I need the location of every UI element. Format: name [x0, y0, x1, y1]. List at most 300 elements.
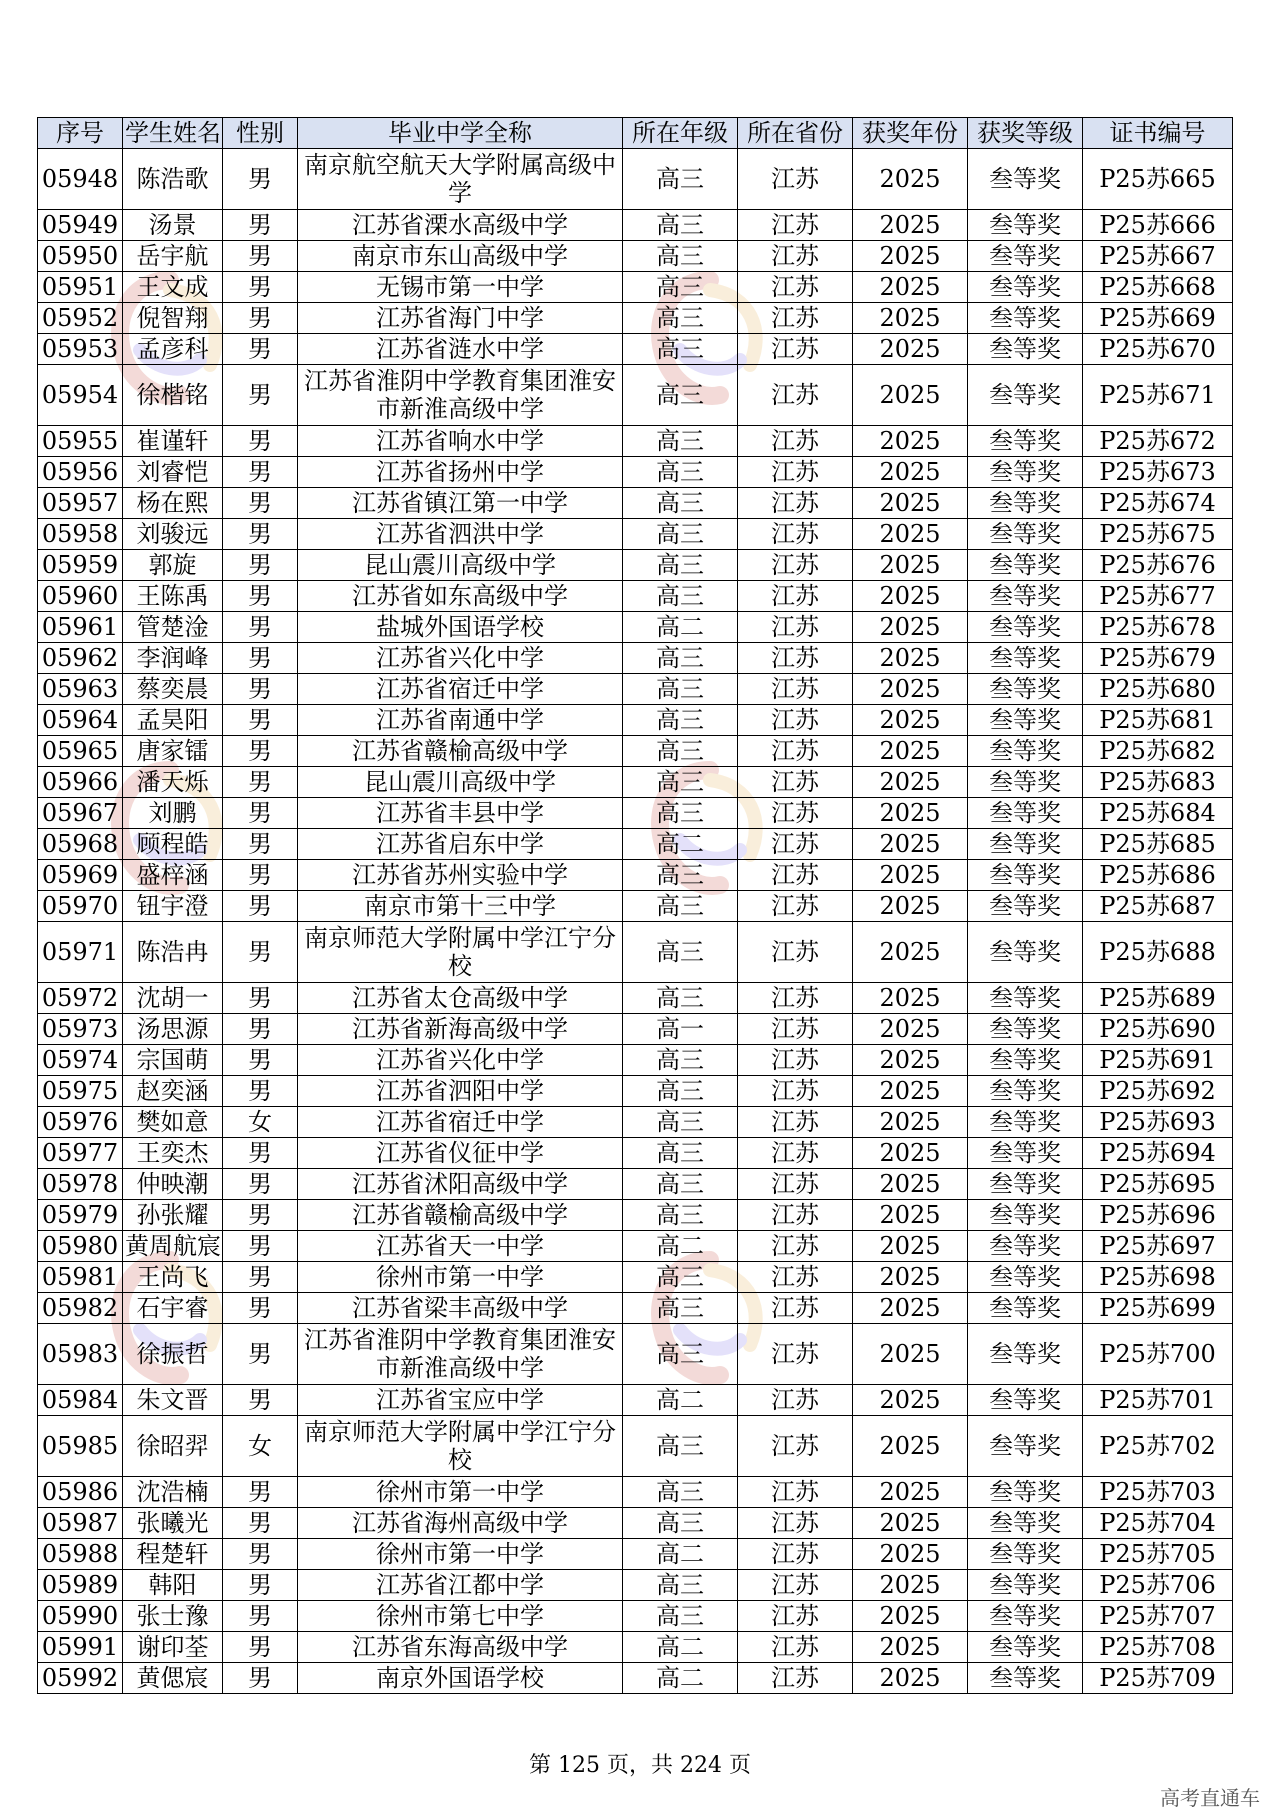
school-cell: 江苏省东海高级中学: [298, 1632, 623, 1663]
gender-cell: 男: [223, 426, 298, 457]
province-cell: 江苏: [738, 1324, 853, 1385]
table-header-row: [38, 118, 1233, 149]
province-cell: 江苏: [738, 1663, 853, 1694]
grade-cell: 高三: [623, 1293, 738, 1324]
student-name-cell: 潘天烁: [123, 767, 223, 798]
serial-number-cell: 05954: [38, 365, 123, 426]
school-cell: 徐州市第七中学: [298, 1601, 623, 1632]
grade-cell: 高三: [623, 519, 738, 550]
student-name-cell: 樊如意: [123, 1107, 223, 1138]
grade-cell: 高三: [623, 1416, 738, 1477]
province-cell: 江苏: [738, 519, 853, 550]
serial-number-cell: 05948: [38, 149, 123, 210]
serial-number-cell: 05971: [38, 922, 123, 983]
certificate-number-cell: P25苏699: [1083, 1293, 1233, 1324]
student-name-cell: 孙张耀: [123, 1200, 223, 1231]
award-table: [37, 117, 1233, 1694]
table-row: [38, 829, 1233, 860]
gender-cell: 男: [223, 1601, 298, 1632]
award-year-cell: 2025: [853, 829, 968, 860]
table-row: [38, 1508, 1233, 1539]
serial-number-cell: 05988: [38, 1539, 123, 1570]
gender-cell: 男: [223, 1477, 298, 1508]
table-row: [38, 241, 1233, 272]
province-cell: 江苏: [738, 272, 853, 303]
serial-number-cell: 05981: [38, 1262, 123, 1293]
student-name-cell: 黄周航宸: [123, 1231, 223, 1262]
award-year-cell: 2025: [853, 272, 968, 303]
award-level-cell: 叁等奖: [968, 643, 1083, 674]
school-cell: 盐城外国语学校: [298, 612, 623, 643]
certificate-number-cell: P25苏665: [1083, 149, 1233, 210]
province-cell: 江苏: [738, 798, 853, 829]
grade-cell: 高三: [623, 922, 738, 983]
award-year-cell: 2025: [853, 1014, 968, 1045]
province-cell: 江苏: [738, 1076, 853, 1107]
certificate-number-cell: P25苏689: [1083, 983, 1233, 1014]
grade-cell: 高二: [623, 1539, 738, 1570]
certificate-number-cell: P25苏680: [1083, 674, 1233, 705]
gender-cell: 男: [223, 829, 298, 860]
student-name-cell: 倪智翔: [123, 303, 223, 334]
serial-number-cell: 05983: [38, 1324, 123, 1385]
certificate-number-cell: P25苏694: [1083, 1138, 1233, 1169]
province-cell: 江苏: [738, 1508, 853, 1539]
certificate-number-cell: P25苏706: [1083, 1570, 1233, 1601]
gender-cell: 男: [223, 272, 298, 303]
column-header: 所在年级: [623, 118, 738, 149]
grade-cell: 高三: [623, 1107, 738, 1138]
serial-number-cell: 05978: [38, 1169, 123, 1200]
table-row: [38, 1477, 1233, 1508]
award-year-cell: 2025: [853, 1508, 968, 1539]
school-cell: 江苏省溧水高级中学: [298, 210, 623, 241]
award-year-cell: 2025: [853, 365, 968, 426]
gender-cell: 男: [223, 983, 298, 1014]
student-name-cell: 刘鹏: [123, 798, 223, 829]
school-cell: 江苏省苏州实验中学: [298, 860, 623, 891]
award-level-cell: 叁等奖: [968, 365, 1083, 426]
student-name-cell: 石宇睿: [123, 1293, 223, 1324]
province-cell: 江苏: [738, 241, 853, 272]
school-cell: 徐州市第一中学: [298, 1262, 623, 1293]
province-cell: 江苏: [738, 1632, 853, 1663]
gender-cell: 男: [223, 736, 298, 767]
student-name-cell: 王奕杰: [123, 1138, 223, 1169]
student-name-cell: 王尚飞: [123, 1262, 223, 1293]
award-level-cell: 叁等奖: [968, 1293, 1083, 1324]
award-year-cell: 2025: [853, 1045, 968, 1076]
grade-cell: 高三: [623, 1076, 738, 1107]
award-level-cell: 叁等奖: [968, 210, 1083, 241]
table-row: [38, 1107, 1233, 1138]
school-cell: 江苏省响水中学: [298, 426, 623, 457]
table-row: [38, 1014, 1233, 1045]
grade-cell: 高三: [623, 1570, 738, 1601]
student-name-cell: 王陈禹: [123, 581, 223, 612]
gender-cell: 男: [223, 457, 298, 488]
brand-label: 高考直通车: [1160, 1786, 1260, 1810]
serial-number-cell: 05972: [38, 983, 123, 1014]
award-level-cell: 叁等奖: [968, 1169, 1083, 1200]
table-row: [38, 1169, 1233, 1200]
province-cell: 江苏: [738, 426, 853, 457]
province-cell: 江苏: [738, 643, 853, 674]
serial-number-cell: 05975: [38, 1076, 123, 1107]
column-header: 学生姓名: [123, 118, 223, 149]
column-header: 证书编号: [1083, 118, 1233, 149]
grade-cell: 高三: [623, 705, 738, 736]
award-year-cell: 2025: [853, 334, 968, 365]
serial-number-cell: 05958: [38, 519, 123, 550]
province-cell: 江苏: [738, 1107, 853, 1138]
certificate-number-cell: P25苏707: [1083, 1601, 1233, 1632]
student-name-cell: 徐昭羿: [123, 1416, 223, 1477]
grade-cell: 高三: [623, 891, 738, 922]
award-level-cell: 叁等奖: [968, 1385, 1083, 1416]
table-row: [38, 1231, 1233, 1262]
award-year-cell: 2025: [853, 705, 968, 736]
grade-cell: 高三: [623, 860, 738, 891]
award-level-cell: 叁等奖: [968, 1508, 1083, 1539]
serial-number-cell: 05960: [38, 581, 123, 612]
province-cell: 江苏: [738, 1570, 853, 1601]
province-cell: 江苏: [738, 705, 853, 736]
gender-cell: 男: [223, 365, 298, 426]
province-cell: 江苏: [738, 1601, 853, 1632]
serial-number-cell: 05966: [38, 767, 123, 798]
school-cell: 江苏省如东高级中学: [298, 581, 623, 612]
table-row: [38, 798, 1233, 829]
table-row: [38, 272, 1233, 303]
school-cell: 南京航空航天大学附属高级中学: [298, 149, 623, 210]
table-row: [38, 1570, 1233, 1601]
certificate-number-cell: P25苏684: [1083, 798, 1233, 829]
gender-cell: 男: [223, 241, 298, 272]
serial-number-cell: 05955: [38, 426, 123, 457]
school-cell: 江苏省兴化中学: [298, 643, 623, 674]
province-cell: 江苏: [738, 674, 853, 705]
certificate-number-cell: P25苏682: [1083, 736, 1233, 767]
gender-cell: 男: [223, 1231, 298, 1262]
certificate-number-cell: P25苏668: [1083, 272, 1233, 303]
grade-cell: 高三: [623, 1508, 738, 1539]
province-cell: 江苏: [738, 1477, 853, 1508]
serial-number-cell: 05967: [38, 798, 123, 829]
award-level-cell: 叁等奖: [968, 891, 1083, 922]
serial-number-cell: 05977: [38, 1138, 123, 1169]
column-header: 性别: [223, 118, 298, 149]
certificate-number-cell: P25苏669: [1083, 303, 1233, 334]
award-year-cell: 2025: [853, 1200, 968, 1231]
award-level-cell: 叁等奖: [968, 1601, 1083, 1632]
certificate-number-cell: P25苏685: [1083, 829, 1233, 860]
serial-number-cell: 05985: [38, 1416, 123, 1477]
grade-cell: 高二: [623, 612, 738, 643]
award-level-cell: 叁等奖: [968, 767, 1083, 798]
student-name-cell: 韩阳: [123, 1570, 223, 1601]
award-level-cell: 叁等奖: [968, 1416, 1083, 1477]
certificate-number-cell: P25苏667: [1083, 241, 1233, 272]
school-cell: 无锡市第一中学: [298, 272, 623, 303]
serial-number-cell: 05949: [38, 210, 123, 241]
school-cell: 江苏省泗阳中学: [298, 1076, 623, 1107]
award-level-cell: 叁等奖: [968, 334, 1083, 365]
certificate-number-cell: P25苏696: [1083, 1200, 1233, 1231]
table-row: [38, 891, 1233, 922]
school-cell: 南京市东山高级中学: [298, 241, 623, 272]
province-cell: 江苏: [738, 1293, 853, 1324]
gender-cell: 男: [223, 149, 298, 210]
award-level-cell: 叁等奖: [968, 1107, 1083, 1138]
serial-number-cell: 05974: [38, 1045, 123, 1076]
province-cell: 江苏: [738, 149, 853, 210]
award-level-cell: 叁等奖: [968, 983, 1083, 1014]
serial-number-cell: 05991: [38, 1632, 123, 1663]
gender-cell: 男: [223, 210, 298, 241]
grade-cell: 高三: [623, 1477, 738, 1508]
gender-cell: 男: [223, 705, 298, 736]
table-body: [38, 149, 1233, 1694]
student-name-cell: 朱文晋: [123, 1385, 223, 1416]
school-cell: 昆山震川高级中学: [298, 550, 623, 581]
award-year-cell: 2025: [853, 1231, 968, 1262]
award-level-cell: 叁等奖: [968, 829, 1083, 860]
serial-number-cell: 05956: [38, 457, 123, 488]
province-cell: 江苏: [738, 922, 853, 983]
gender-cell: 男: [223, 1632, 298, 1663]
gender-cell: 男: [223, 860, 298, 891]
table-row: [38, 983, 1233, 1014]
table-row: [38, 1663, 1233, 1694]
school-cell: 江苏省淮阴中学教育集团淮安市新淮高级中学: [298, 1324, 623, 1385]
grade-cell: 高三: [623, 149, 738, 210]
award-level-cell: 叁等奖: [968, 612, 1083, 643]
certificate-number-cell: P25苏674: [1083, 488, 1233, 519]
grade-cell: 高三: [623, 1138, 738, 1169]
school-cell: 江苏省赣榆高级中学: [298, 736, 623, 767]
serial-number-cell: 05951: [38, 272, 123, 303]
table-row: [38, 1632, 1233, 1663]
certificate-number-cell: P25苏666: [1083, 210, 1233, 241]
grade-cell: 高三: [623, 241, 738, 272]
gender-cell: 男: [223, 334, 298, 365]
certificate-number-cell: P25苏679: [1083, 643, 1233, 674]
award-year-cell: 2025: [853, 550, 968, 581]
award-level-cell: 叁等奖: [968, 1014, 1083, 1045]
grade-cell: 高一: [623, 1014, 738, 1045]
award-level-cell: 叁等奖: [968, 922, 1083, 983]
student-name-cell: 郭旋: [123, 550, 223, 581]
province-cell: 江苏: [738, 891, 853, 922]
school-cell: 江苏省涟水中学: [298, 334, 623, 365]
table-row: [38, 1262, 1233, 1293]
serial-number-cell: 05980: [38, 1231, 123, 1262]
certificate-number-cell: P25苏700: [1083, 1324, 1233, 1385]
certificate-number-cell: P25苏692: [1083, 1076, 1233, 1107]
column-header: 获奖等级: [968, 118, 1083, 149]
award-level-cell: 叁等奖: [968, 1477, 1083, 1508]
serial-number-cell: 05984: [38, 1385, 123, 1416]
student-name-cell: 崔谨轩: [123, 426, 223, 457]
grade-cell: 高三: [623, 488, 738, 519]
gender-cell: 男: [223, 643, 298, 674]
serial-number-cell: 05990: [38, 1601, 123, 1632]
serial-number-cell: 05965: [38, 736, 123, 767]
award-year-cell: 2025: [853, 1570, 968, 1601]
gender-cell: 男: [223, 891, 298, 922]
province-cell: 江苏: [738, 1231, 853, 1262]
grade-cell: 高三: [623, 550, 738, 581]
student-name-cell: 岳宇航: [123, 241, 223, 272]
certificate-number-cell: P25苏676: [1083, 550, 1233, 581]
province-cell: 江苏: [738, 303, 853, 334]
award-year-cell: 2025: [853, 1293, 968, 1324]
gender-cell: 男: [223, 1169, 298, 1200]
award-level-cell: 叁等奖: [968, 488, 1083, 519]
province-cell: 江苏: [738, 365, 853, 426]
serial-number-cell: 05961: [38, 612, 123, 643]
award-year-cell: 2025: [853, 922, 968, 983]
grade-cell: 高三: [623, 303, 738, 334]
gender-cell: 男: [223, 519, 298, 550]
award-year-cell: 2025: [853, 1076, 968, 1107]
grade-cell: 高三: [623, 643, 738, 674]
award-level-cell: 叁等奖: [968, 798, 1083, 829]
table-row: [38, 457, 1233, 488]
school-cell: 徐州市第一中学: [298, 1477, 623, 1508]
table-row: [38, 1138, 1233, 1169]
certificate-number-cell: P25苏691: [1083, 1045, 1233, 1076]
award-level-cell: 叁等奖: [968, 149, 1083, 210]
province-cell: 江苏: [738, 550, 853, 581]
student-name-cell: 孟昊阳: [123, 705, 223, 736]
gender-cell: 男: [223, 550, 298, 581]
province-cell: 江苏: [738, 612, 853, 643]
serial-number-cell: 05979: [38, 1200, 123, 1231]
serial-number-cell: 05959: [38, 550, 123, 581]
award-year-cell: 2025: [853, 457, 968, 488]
province-cell: 江苏: [738, 457, 853, 488]
student-name-cell: 刘睿恺: [123, 457, 223, 488]
student-name-cell: 谢印荃: [123, 1632, 223, 1663]
table-row: [38, 922, 1233, 983]
award-year-cell: 2025: [853, 1385, 968, 1416]
award-year-cell: 2025: [853, 643, 968, 674]
student-name-cell: 杨在熙: [123, 488, 223, 519]
student-name-cell: 张曦光: [123, 1508, 223, 1539]
grade-cell: 高三: [623, 674, 738, 705]
grade-cell: 高三: [623, 272, 738, 303]
table-row: [38, 1416, 1233, 1477]
province-cell: 江苏: [738, 210, 853, 241]
school-cell: 南京师范大学附属中学江宁分校: [298, 1416, 623, 1477]
serial-number-cell: 05982: [38, 1293, 123, 1324]
gender-cell: 女: [223, 1107, 298, 1138]
student-name-cell: 汤思源: [123, 1014, 223, 1045]
gender-cell: 男: [223, 1045, 298, 1076]
grade-cell: 高三: [623, 365, 738, 426]
school-cell: 江苏省丰县中学: [298, 798, 623, 829]
province-cell: 江苏: [738, 1262, 853, 1293]
grade-cell: 高三: [623, 983, 738, 1014]
award-year-cell: 2025: [853, 1138, 968, 1169]
serial-number-cell: 05969: [38, 860, 123, 891]
student-name-cell: 程楚轩: [123, 1539, 223, 1570]
award-year-cell: 2025: [853, 1663, 968, 1694]
province-cell: 江苏: [738, 860, 853, 891]
school-cell: 江苏省海门中学: [298, 303, 623, 334]
gender-cell: 男: [223, 1539, 298, 1570]
student-name-cell: 钮宇澄: [123, 891, 223, 922]
school-cell: 江苏省南通中学: [298, 705, 623, 736]
award-level-cell: 叁等奖: [968, 426, 1083, 457]
table-row: [38, 1200, 1233, 1231]
table-row: [38, 736, 1233, 767]
award-year-cell: 2025: [853, 581, 968, 612]
award-level-cell: 叁等奖: [968, 457, 1083, 488]
gender-cell: 男: [223, 1200, 298, 1231]
award-level-cell: 叁等奖: [968, 736, 1083, 767]
grade-cell: 高二: [623, 1632, 738, 1663]
student-name-cell: 盛梓涵: [123, 860, 223, 891]
student-name-cell: 赵奕涵: [123, 1076, 223, 1107]
certificate-number-cell: P25苏701: [1083, 1385, 1233, 1416]
award-year-cell: 2025: [853, 1107, 968, 1138]
province-cell: 江苏: [738, 488, 853, 519]
award-year-cell: 2025: [853, 210, 968, 241]
gender-cell: 男: [223, 581, 298, 612]
certificate-number-cell: P25苏695: [1083, 1169, 1233, 1200]
award-year-cell: 2025: [853, 674, 968, 705]
award-level-cell: 叁等奖: [968, 550, 1083, 581]
award-level-cell: 叁等奖: [968, 705, 1083, 736]
certificate-number-cell: P25苏709: [1083, 1663, 1233, 1694]
student-name-cell: 唐家镭: [123, 736, 223, 767]
province-cell: 江苏: [738, 581, 853, 612]
serial-number-cell: 05989: [38, 1570, 123, 1601]
grade-cell: 高三: [623, 1045, 738, 1076]
certificate-number-cell: P25苏697: [1083, 1231, 1233, 1262]
award-year-cell: 2025: [853, 426, 968, 457]
gender-cell: 男: [223, 767, 298, 798]
school-cell: 江苏省宿迁中学: [298, 674, 623, 705]
table-row: [38, 612, 1233, 643]
column-header: 获奖年份: [853, 118, 968, 149]
certificate-number-cell: P25苏673: [1083, 457, 1233, 488]
student-name-cell: 汤景: [123, 210, 223, 241]
award-level-cell: 叁等奖: [968, 519, 1083, 550]
serial-number-cell: 05952: [38, 303, 123, 334]
student-name-cell: 张士豫: [123, 1601, 223, 1632]
school-cell: 南京市第十三中学: [298, 891, 623, 922]
certificate-number-cell: P25苏708: [1083, 1632, 1233, 1663]
table-row: [38, 767, 1233, 798]
school-cell: 江苏省宿迁中学: [298, 1107, 623, 1138]
school-cell: 江苏省宝应中学: [298, 1385, 623, 1416]
grade-cell: 高三: [623, 1169, 738, 1200]
province-cell: 江苏: [738, 736, 853, 767]
school-cell: 江苏省沭阳高级中学: [298, 1169, 623, 1200]
school-cell: 江苏省启东中学: [298, 829, 623, 860]
certificate-number-cell: P25苏687: [1083, 891, 1233, 922]
award-year-cell: 2025: [853, 767, 968, 798]
school-cell: 江苏省仪征中学: [298, 1138, 623, 1169]
gender-cell: 男: [223, 922, 298, 983]
award-level-cell: 叁等奖: [968, 1262, 1083, 1293]
serial-number-cell: 05992: [38, 1663, 123, 1694]
student-name-cell: 黄偲宸: [123, 1663, 223, 1694]
